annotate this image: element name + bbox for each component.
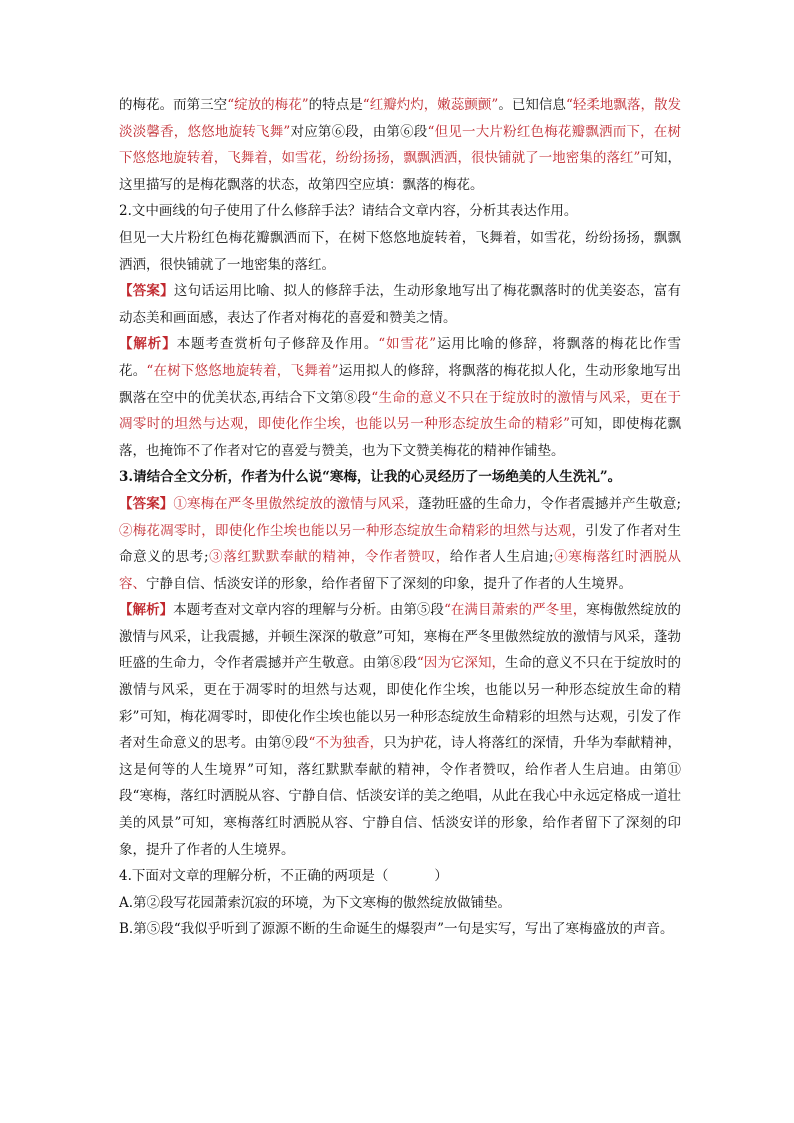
question-2-analysis	[119, 331, 681, 464]
text-segment: 本题考查对文章内容的理解与分析。由第⑤段	[173, 602, 444, 619]
answer-point-4: ④寒梅落红时洒脱从容、	[119, 549, 681, 592]
text-segment: 寒梅傲然绽放的激情与风采，让我震撼，并顿生深深的敬意”可知，寒梅在严冬里傲然绽放的激情与风采，蓬勃旺盛的生命力，令作者震撼并产生敬意。由第⑧段	[119, 602, 682, 672]
text-segment: 只为护花，诗人将落红的深情，升华为奉献精神，这是何等的人生境界”可知，落红默默奉献的精神，令作者赞叹，给作者人生启迪。由第⑪段“寒梅，落红时洒脱从容、宁静自信、恬淡安详的美之绝唱，从此在我心中永远定格成一道壮美的风景”可知，寒梅落红时洒脱从容、宁静自信、恬淡安详的形象，给作者留下了深刻的印象，提升了作者的人生境界。	[119, 735, 682, 858]
quote-highlight: “因为它深知，	[416, 655, 506, 672]
text-segment: 对应第⑥段，由第⑥段	[290, 123, 428, 140]
question-2-answer	[119, 278, 681, 331]
text-segment: 生命的意义不只在于绽放时的激情与风采，更在于凋零时的坦然与达观，即使化作尘埃，也能以另一种形态绽放生命的精彩”可知，梅花凋零时，即使化作尘埃也能以另一种形态绽放生命精彩的坦然与达观，引发了作者对生命意义的思考。由第⑨段	[119, 655, 682, 752]
text-segment: 本题考查赏析句子修辞及作用。	[176, 336, 379, 353]
option-text: B.第⑤段“我似乎听到了源源不断的生命诞生的爆裂声”一句是实写，写出了寒梅盛放的声音。	[119, 921, 674, 938]
text-segment: 蓬勃旺盛的生命力，令作者震撼并产生敬意;	[418, 495, 681, 512]
text-segment: 引发了作者对生命意义的思考;	[119, 522, 682, 566]
answer-point-1: ①寒梅在严冬里傲然绽放的激情与风采，	[173, 495, 419, 512]
answer-point-2: ②梅花凋零时，即使化作尘埃也能以另一种形态绽放生命精彩的坦然与达观，	[119, 522, 586, 539]
text-segment: 。已知信息	[498, 97, 566, 113]
question-2-quote	[119, 225, 681, 278]
analysis-tag: 【解析】	[119, 336, 177, 353]
question-text: 2.文中画线的句子使用了什么修辞手法？请结合文章内容，分析其表达作用。	[119, 203, 578, 220]
question-3-analysis	[119, 597, 681, 863]
question-text: 4.下面对文章的理解分析，不正确的两项是（	[119, 868, 389, 885]
option-text: A.第②段写花园萧索沉寂的环境，为下文寒梅的傲然绽放做铺垫。	[119, 894, 512, 911]
quote-highlight: “在树下悠悠地旋转着，飞舞着”	[146, 362, 339, 379]
question-3-answer	[119, 491, 681, 597]
quote-highlight: “在满目萧索的严冬里，	[443, 602, 587, 619]
question-4	[119, 863, 681, 890]
text-segment: 的特点是	[308, 97, 363, 113]
answer-point-3: ③落红默默奉献的精神，令作者赞叹，	[208, 549, 450, 566]
quote-highlight: “轻柔地飘落，散发淡淡馨香，悠悠地旋转飞舞”	[119, 97, 682, 140]
quoted-sentence: 但见一大片粉红色梅花瓣飘洒而下，在树下悠悠地旋转着，飞舞着，如雪花，纷纷扬扬，飘飘洒洒，很快铺就了一地密集的落红。	[119, 229, 681, 273]
text-segment: 可知，即使梅花飘落，也掩饰不了作者对它的喜爱与赞美，也为下文赞美梅花的精神作铺垫。	[119, 416, 682, 459]
quote-highlight: “生命的意义不只在于绽放时的激情与风采，更在于凋零时的坦然与达观，即使化作尘埃，也能以另一种形态绽放生命的精彩”	[119, 389, 681, 433]
text-segment: 可知，这里描写的是梅花飘落的状态，故第四空应填：飘落的梅花。	[119, 150, 682, 193]
answer-tag: 【答案】	[119, 495, 174, 512]
quote-highlight: “不为独香，	[308, 735, 384, 752]
quote-highlight: “如雪花”	[378, 336, 437, 353]
answer-text: 这句话运用比喻、拟人的修辞手法，生动形象地写出了梅花飘落时的优美姿态，富有动态美和画面感，表达了作者对梅花的喜爱和赞美之情。	[119, 283, 682, 326]
text-segment: 运用拟人的修辞，将飘落的梅花拟人化，生动形象地写出飘落在空中的优美状态,再结合下文第⑧段	[119, 362, 682, 406]
question-text-end: ）	[434, 868, 448, 885]
quote-highlight: “但见一大片粉红色梅花瓣飘洒而下，在树下悠悠地旋转着，飞舞着，如雪花，纷纷扬扬，飘飘洒洒，很快铺就了一地密集的落红”	[119, 123, 682, 167]
question-2	[119, 198, 681, 225]
quote-highlight: “绽放的梅花”	[227, 97, 309, 113]
text-segment: 宁静自信、恬淡安详的形象，给作者留下了深刻的印象，提升了作者的人生境界。	[146, 575, 632, 592]
text-segment: 给作者人生启迪;	[449, 549, 554, 566]
quote-highlight: “红瓣灼灼，嫩蕊颤颤”	[362, 97, 499, 113]
analysis-tag: 【解析】	[119, 602, 174, 619]
option-a	[119, 890, 681, 917]
option-b	[119, 916, 681, 943]
answer-tag: 【答案】	[119, 283, 174, 300]
text-segment: 的梅花。而第三空	[119, 97, 228, 113]
question-text: 3.请结合全文分析，作者为什么说“寒梅，让我的心灵经历了一场绝美的人生洗礼”。	[119, 469, 622, 486]
paragraph-analysis-continued	[119, 92, 681, 198]
document-page	[119, 92, 681, 943]
question-3	[119, 464, 681, 491]
text-segment: 运用比喻的修辞，将飘落的梅花比作雪花。	[119, 336, 682, 379]
